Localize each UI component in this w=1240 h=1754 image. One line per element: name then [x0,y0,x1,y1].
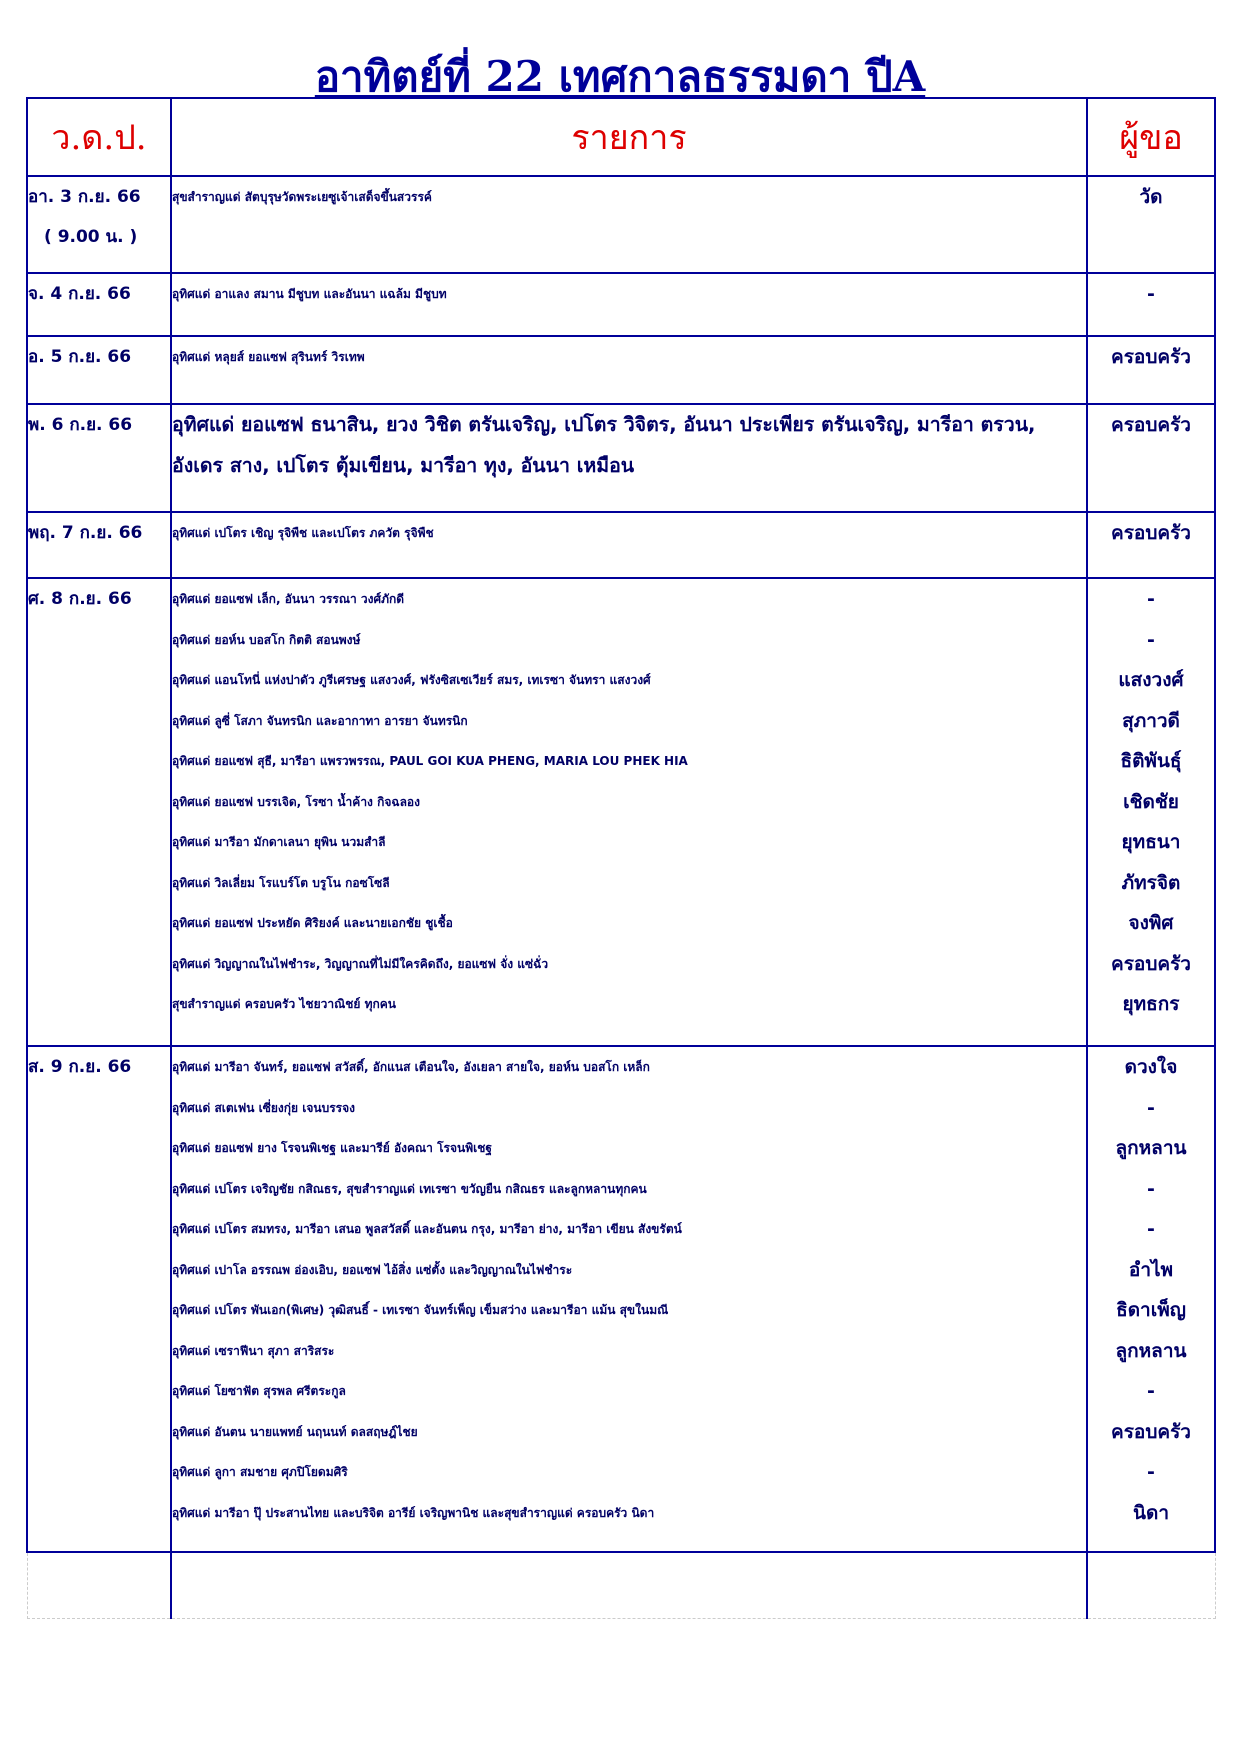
items-cell [171,1046,1087,1552]
empty-row [27,1552,1215,1619]
intention-item: อุทิศแด่ เซราฟีนา สุภา สาริสระ [172,1343,335,1358]
intention-item: อุทิศแด่ มารีอา จันทร์, ยอแซฟ สวัสดิ์, อักแนส เตือนใจ, อังเยลา สายใจ, ยอห์น บอสโก เหล็ก [172,1060,650,1074]
requester-name: วัด [1139,186,1163,208]
table-row [27,176,1215,273]
header-requester: ผู้ขอ [1087,98,1215,176]
table-row [27,512,1215,578]
requester-name: - [1147,628,1155,651]
items-cell [171,578,1087,1046]
requester-name: ยุทธนา [1121,831,1181,853]
requester-name: จงพิศ [1128,912,1174,934]
requester-name: ธิติพันธุ์ [1120,750,1182,772]
requester-name: ลูกหลาน [1115,1137,1187,1159]
requester-name: - [1147,1096,1155,1119]
intention-item: อุทิศแด่ เปโตร สมทรง, มารีอา เสนอ พูลสวัสดิ์ และอันตน กรุง, มารีอา ย่าง, มารีอา เขียน สังขรัตน์ [172,1222,682,1236]
requester-name: - [1147,1461,1155,1483]
intention-item: อุทิศแด่ โยซาฟัต สุรพล ศรีตระกูล [172,1384,346,1398]
requester-name: ครอบครัว [1111,346,1191,368]
requester-name: นิดา [1133,1501,1169,1524]
table-row [27,578,1215,1046]
items-cell [171,512,1087,578]
requester-name: เชิดชัย [1123,790,1179,813]
table-row [27,336,1215,404]
intention-item: อุทิศแด่ เปาโล อรรณพ อ่องเอิบ, ยอแซฟ ไอ้สิ่ง แซ่ตั้ง และวิญญาณในไฟชำระ [172,1262,573,1277]
intention-item: อุทิศแด่ มารีอา ปุ๊ ประสานไทย และบริจิต อารีย์ เจริญพานิช และสุขสำราญแด่ ครอบครัว นิดา [172,1505,655,1520]
requester-name: ครอบครัว [1111,952,1191,975]
intention-item: อุทิศแด่ ยอแซฟ ธนาสิน, ยวง วิชิต ตรันเจริญ, เปโตร วิจิตร, อันนา ประเพียร ตรันเจริญ, มารีอา ตรวน, อังเดร สาง, เปโตร ตุ้มเขียน, มารีอา ทุง, อันนา เหมือน [172,413,1036,477]
requester-cell [1087,512,1215,578]
date-text: จ. 4 ก.ย. 66 [28,284,131,304]
intention-item: อุทิศแด่ ยอแซฟ สุธี, มารีอา แพรวพรรณ, PAUL GOI KUA PHENG, MARIA LOU PHEK HIA [172,754,688,768]
empty-cell [171,1552,1087,1619]
intention-item: อุทิศแด่ ลูซี่ โสภา จันทรนิก และอากาทา อารยา จันทรนิก [172,713,468,728]
requester-cell [1087,404,1215,512]
requester-cell [1087,578,1215,1046]
items-cell [171,176,1087,273]
table-row [27,404,1215,512]
intention-item: สุขสำราญแด่ สัตบุรุษวัดพระเยซูเจ้าเสด็จขึ้นสวรรค์ [172,190,432,204]
date-cell [27,1046,171,1552]
table-header-row [27,98,1215,176]
requester-name: ยุทธกร [1122,993,1180,1015]
empty-cell [1087,1552,1215,1619]
items-cell [171,336,1087,404]
intention-item: อุทิศแด่ เปโตร พันเอก(พิเศษ) วุฒิสนธิ์ - เทเรซา จันทร์เพ็ญ เข็มสว่าง และมารีอา แม้น สุขในมณี [172,1303,669,1317]
requester-cell [1087,1046,1215,1552]
requester-name: - [1147,588,1155,610]
requester-name: สุภาวดี [1122,709,1180,732]
intention-item: อุทิศแด่ สเตเฟน เซี่ยงกุ่ย เจนบรรจง [172,1100,355,1115]
requester-name: - [1147,283,1155,305]
requester-name: ธิดาเพ็ญ [1116,1299,1186,1321]
intention-item: อุทิศแด่ หลุยส์ ยอแซฟ สุรินทร์ วิรเทพ [172,350,365,364]
date-cell [27,578,171,1046]
mass-intentions-table [26,97,1216,1619]
intention-item: อุทิศแด่ ยอแซฟ บรรเจิด, โรซา น้ำค้าง กิจฉลอง [172,794,420,809]
date-text: พฤ. 7 ก.ย. 66 [28,523,143,543]
intention-item: อุทิศแด่ เปโตร เชิญ รุจิพืช และเปโตร ภควัต รุจิพืช [172,526,434,540]
requester-name: - [1147,1218,1155,1240]
header-items: รายการ [171,98,1087,176]
intention-item: อุทิศแด่ ลูกา สมชาย ศุภปิโยดมศิริ [172,1465,348,1479]
requester-name: ครอบครัว [1111,522,1191,544]
intention-item: อุทิศแด่ อาแลง สมาน มีชูบท และอันนา แฉล้ม มีชูบท [172,287,447,301]
items-cell [171,273,1087,336]
requester-name: ลูกหลาน [1115,1339,1187,1362]
intention-item: อุทิศแด่ แอนโทนี่ แห่งปาดัว ภูรีเศรษฐ แสงวงศ์, ฟรังซิสเซเวียร์ สมร, เทเรซา จันทรา แสงวงศ์ [172,673,651,687]
date-text: ศ. 8 ก.ย. 66 [28,589,132,609]
requester-name: แสงวงศ์ [1118,669,1184,691]
requester-name: อำไพ [1128,1258,1174,1281]
date-cell [27,273,171,336]
date-text: พ. 6 ก.ย. 66 [28,415,133,435]
requester-cell [1087,176,1215,273]
date-cell [27,512,171,578]
intention-item: อุทิศแด่ ยอแซฟ ยาง โรจนพิเชฐ และมารีย์ อังคณา โรจนพิเชฐ [172,1141,492,1155]
date-text: อ. 5 ก.ย. 66 [28,347,132,367]
intention-item: อุทิศแด่ ยอห์น บอสโก กิตติ สอนพงษ์ [172,632,361,647]
intention-item: อุทิศแด่ ยอแซฟ ประหยัด ศิริยงค์ และนายเอกชัย ชูเชื้อ [172,916,453,930]
intention-item: อุทิศแด่ วิญญาณในไฟชำระ, วิญญาณที่ไม่มีใครคิดถึง, ยอแซฟ จั่ง แซ่ฉั่ว [172,956,549,971]
date-cell [27,404,171,512]
date-cell [27,336,171,404]
requester-cell [1087,336,1215,404]
empty-cell [27,1552,171,1619]
table-row [27,1046,1215,1552]
intention-item: อุทิศแด่ มารีอา มักดาเลนา ยุพิน นวมสำลี [172,835,386,849]
requester-name: - [1147,1177,1155,1200]
intention-item: อุทิศแด่ วิลเลี่ยม โรแบร์โต บรูโน กอซโซลี [172,875,390,890]
requester-name: ภัทรจิต [1121,871,1181,894]
items-cell [171,404,1087,512]
requester-name: - [1147,1380,1155,1402]
table-row [27,273,1215,336]
intention-item: อุทิศแด่ เปโตร เจริญชัย กสิณธร, สุขสำราญแด่ เทเรซา ขวัญยืน กสิณธร และลูกหลานทุกคน [172,1181,647,1196]
intention-item: สุขสำราญแด่ ครอบครัว ไชยวาณิชย์ ทุกคน [172,997,396,1011]
intention-item: อุทิศแด่ ยอแซฟ เล็ก, อันนา วรรณา วงศ์ภักดี [172,592,405,606]
page-title: อาทิตย์ที่ 22 เทศกาลธรรมดา ปีA [314,52,926,101]
requester-name: ครอบครัว [1111,1420,1191,1443]
intention-item: อุทิศแด่ อันตน นายแพทย์ นฤนนท์ ดลสฤษฎ์ไชย [172,1424,418,1439]
requester-name: ดวงใจ [1124,1056,1178,1078]
requester-cell [1087,273,1215,336]
requester-name: ครอบครัว [1111,414,1191,436]
time-text: ( 9.00 น. ) [44,227,138,247]
date-cell [27,176,171,273]
date-text: อา. 3 ก.ย. 66 [28,187,141,207]
header-date: ว.ด.ป. [27,98,171,176]
date-text: ส. 9 ก.ย. 66 [28,1057,132,1077]
